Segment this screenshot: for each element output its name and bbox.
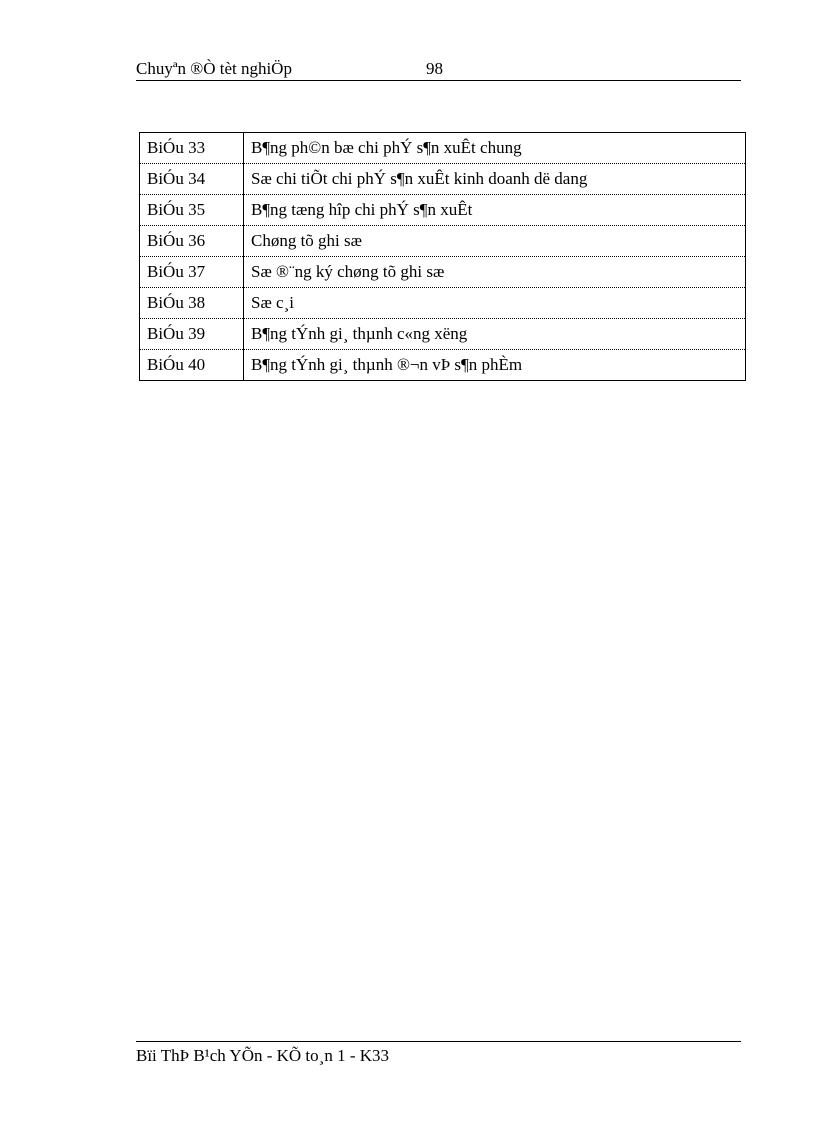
- row-label: BiÓu 38: [140, 288, 244, 319]
- row-description: B¶ng tÝnh gi¸ thµnh ®¬n vÞ s¶n phÈm: [244, 350, 746, 381]
- row-description: Sæ ®¨ng ký chøng tõ ghi sæ: [244, 257, 746, 288]
- row-description: B¶ng tæng hîp chi phÝ s¶n xuÊt: [244, 195, 746, 226]
- page-header: [136, 58, 741, 81]
- table-row: [140, 350, 746, 381]
- figure-list-table: [139, 132, 746, 381]
- row-label: BiÓu 39: [140, 319, 244, 350]
- row-description: Chøng tõ ghi sæ: [244, 226, 746, 257]
- row-label: BiÓu 37: [140, 257, 244, 288]
- table-row: [140, 319, 746, 350]
- table-row: [140, 133, 746, 164]
- row-description: Sæ c¸i: [244, 288, 746, 319]
- row-label: BiÓu 36: [140, 226, 244, 257]
- page-number: 98: [426, 59, 443, 78]
- table-row: [140, 226, 746, 257]
- row-label: BiÓu 35: [140, 195, 244, 226]
- row-description: Sæ chi tiÕt chi phÝ s¶n xuÊt kinh doanh dë dang: [244, 164, 746, 195]
- table-row: [140, 257, 746, 288]
- row-label: BiÓu 34: [140, 164, 244, 195]
- row-label: BiÓu 33: [140, 133, 244, 164]
- footer-author: Bïi ThÞ B¹ch YÕn - KÕ to¸n 1 - K33: [136, 1046, 390, 1065]
- row-description: B¶ng tÝnh gi¸ thµnh c«ng xëng: [244, 319, 746, 350]
- table-row: [140, 164, 746, 195]
- table-row: [140, 195, 746, 226]
- page-footer: [136, 1041, 741, 1066]
- header-title: Chuyªn ®Ò tèt nghiÖp: [136, 59, 292, 78]
- table-row: [140, 288, 746, 319]
- row-description: B¶ng ph©n bæ chi phÝ s¶n xuÊt chung: [244, 133, 746, 164]
- row-label: BiÓu 40: [140, 350, 244, 381]
